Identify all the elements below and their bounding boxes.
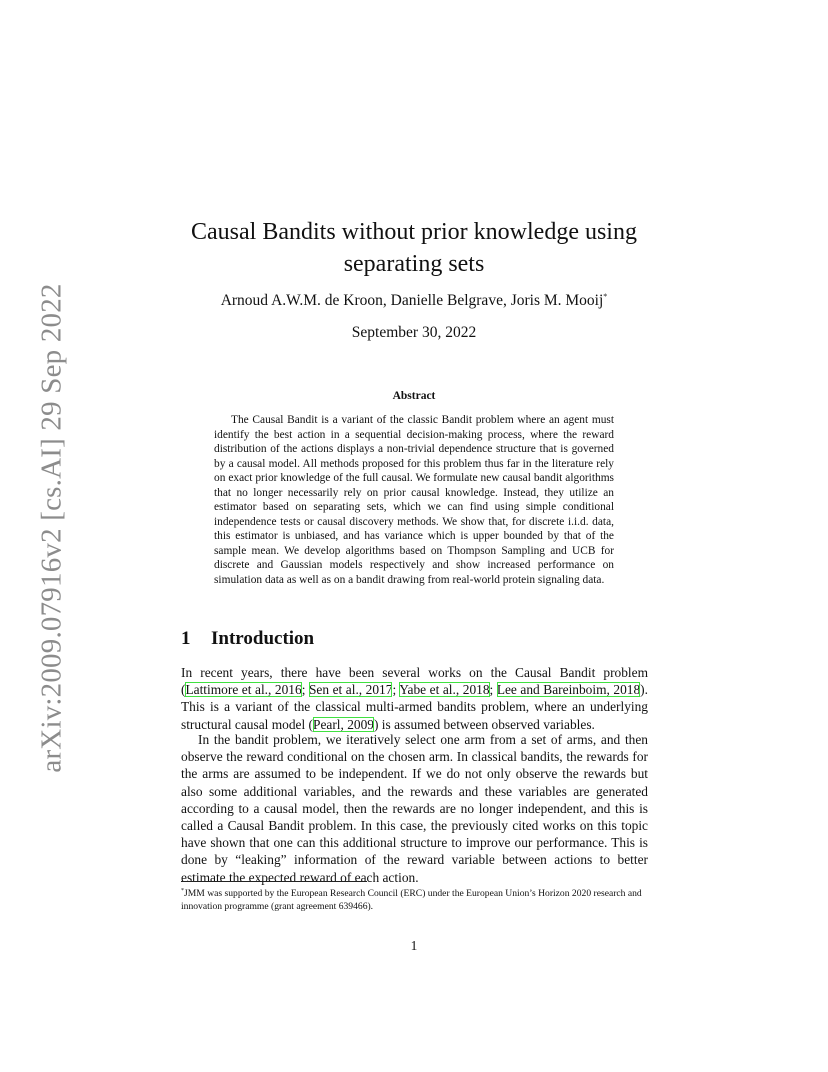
paper-title [130, 216, 698, 280]
title-line-2: separating sets [343, 251, 485, 277]
abstract-heading: Abstract [392, 390, 436, 402]
p1-sep-2: ; [392, 682, 400, 698]
p1-text-3: ) is assumed between observed variables. [374, 716, 595, 732]
intro-paragraph-1 [181, 664, 648, 733]
p1-sep-1: ; [301, 682, 309, 698]
title-line-1: Causal Bandits without prior knowledge using [191, 219, 637, 245]
citation-yabe[interactable]: Yabe et al., 2018 [399, 682, 490, 698]
citation-lee-bareinboim[interactable]: Lee and Bareinboim, 2018 [496, 682, 641, 698]
intro-paragraph-2: In the bandit problem, we iteratively select one arm from a set of arms, and then observe the reward conditional on the chosen arm. In classical bandits, the rewards for the arms are assumed to be independent. If we do not only observe the rewards but also some additional variables, and the rewards and these variables are generated according to a causal model, then the rewards are no longer independent, and this is called a Causal Bandit problem. In this case, the previously cited works on this topic have shown that one can this additional structure to improve our performance. This is done by “leaking” information of the reward variable between actions to better estimate the expected reward of each action. [181, 732, 648, 885]
citation-pearl[interactable]: Pearl, 2009 [313, 716, 374, 732]
footnote-rule [181, 881, 367, 882]
section-heading [181, 628, 314, 650]
p1-sep-3: ; [489, 682, 497, 698]
section-title: Introduction [211, 628, 315, 649]
footnote [181, 885, 648, 913]
arxiv-identifier-stamp: arXiv:2009.07916v2 [cs.AI] 29 Sep 2022 [35, 283, 68, 773]
abstract-text: The Causal Bandit is a variant of the classic Bandit problem where an agent must identify the best action in a sequential decision-making process, where the reward distribution of the actions displays a non-trivial dependence structure that is governed by a causal model. All methods proposed for this problem thus far in the literature rely on exact prior knowledge of the full causal. We formulate new causal bandit algorithms that no longer necessarily rely on prior causal knowledge. Instead, they utilize an estimator based on separating sets, which we can find using simple conditional independence tests or causal discovery methods. We show that, for discrete i.i.d. data, this estimator is unbiased, and has variance which is upper bounded by that of the sample mean. We develop algorithms based on Thompson Sampling and UCB for discrete and Gaussian models respectively and show increased performance on simulation data as well as on a bandit drawing from real-world protein signaling data. [214, 414, 614, 586]
citation-lattimore[interactable]: Lattimore et al., 2016 [185, 682, 302, 698]
p1-text-2: ). This is a variant of the classical multi-armed bandits problem, where an underlying structural causal model ( [181, 682, 648, 732]
author-list [130, 292, 698, 310]
author-footnote-mark: * [603, 292, 608, 301]
author-names: Arnoud A.W.M. de Kroon, Danielle Belgrave, Joris M. Mooij [220, 292, 604, 310]
page-number: 1 [410, 938, 418, 953]
citation-sen[interactable]: Sen et al., 2017 [308, 682, 393, 698]
footnote-text: JMM was supported by the European Research Council (ERC) under the European Union’s Horizon 2020 research and innovation programme (grant agreement 639466). [181, 888, 642, 913]
footnote-mark: * [181, 888, 184, 894]
section-number: 1 [181, 628, 191, 649]
p1-text-1: In recent years, there have been several works on the Causal Bandit problem ( [181, 665, 648, 698]
publication-date: September 30, 2022 [351, 324, 477, 341]
